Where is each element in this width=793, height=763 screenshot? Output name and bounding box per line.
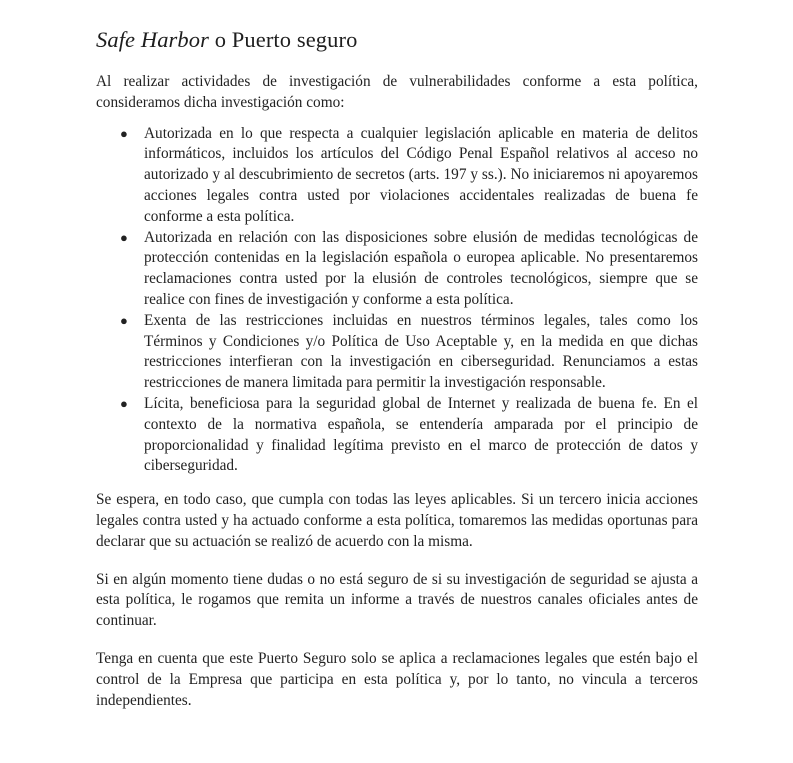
intro-paragraph: Al realizar actividades de investigación de vulnerabilidades conforme a esta política, consideramos dicha investigación como:	[96, 73, 698, 111]
scope-paragraph: Tenga en cuenta que este Puerto Seguro solo se aplica a reclamaciones legales que estén bajo el control de la Empresa que participa en esta política y, por lo tanto, no vincula a terceros independientes.	[96, 649, 698, 709]
list-item-text: Lícita, beneficiosa para la seguridad global de Internet y realizada de buena fe. En el contexto de la normativa española, se entendería amparada por el principio de proporcionalidad y finalidad legítima previsto en el marco de protección de datos y ciberseguridad.	[144, 394, 698, 475]
list-item-text: Autorizada en relación con las disposiciones sobre elusión de medidas tecnológicas de protección contenidas en la legislación española o europea aplicable. No presentaremos reclamaciones contra usted por la elusión de controles tecnológicos, siempre que se realice con fines de investigación y conforme a esta política.	[144, 228, 698, 308]
title-rest: o Puerto seguro	[208, 27, 358, 52]
list-item	[120, 311, 698, 394]
list-item-text: Exenta de las restricciones incluidas en nuestros términos legales, tales como los Términos y Condiciones y/o Política de Uso Aceptable y, en la medida en que dichas restricciones interfieran con la investigación en ciberseguridad. Renunciamos a estas restricciones de manera limitada para permitir la investigación responsable.	[144, 311, 698, 392]
doubts-paragraph: Si en algún momento tiene dudas o no está seguro de si su investigación de seguridad se ajusta a esta política, le rogamos que remita un informe a través de nuestros canales oficiales antes de continuar.	[96, 570, 698, 630]
legal-compliance-paragraph: Se espera, en todo caso, que cumpla con todas las leyes aplicables. Si un tercero inicia acciones legales contra usted y ha actuado conforme a esta política, tomaremos las medidas oportunas para declarar que su actuación se realizó de acuerdo con la misma.	[96, 491, 698, 550]
bullet-icon: ●	[120, 125, 128, 141]
bullet-list	[96, 124, 698, 478]
list-item	[120, 228, 698, 311]
document-page	[96, 22, 698, 728]
title-italic: Safe Harbor	[96, 27, 209, 52]
bullet-icon: ●	[120, 229, 128, 245]
list-item-text: Autorizada en lo que respecta a cualquier legislación aplicable en materia de delitos informáticos, incluidos los artículos del Código Penal Español relativos al acceso no autorizado y al descubrimiento de secretos (arts. 197 y ss.). No iniciaremos ni apoyaremos acciones legales contra usted por violaciones accidentales realizadas de buena fe conforme a esta política.	[144, 124, 698, 225]
page-title	[96, 22, 698, 58]
list-item	[120, 394, 698, 477]
list-item	[120, 124, 698, 228]
bullet-icon: ●	[120, 395, 128, 411]
bullet-icon: ●	[120, 312, 128, 328]
